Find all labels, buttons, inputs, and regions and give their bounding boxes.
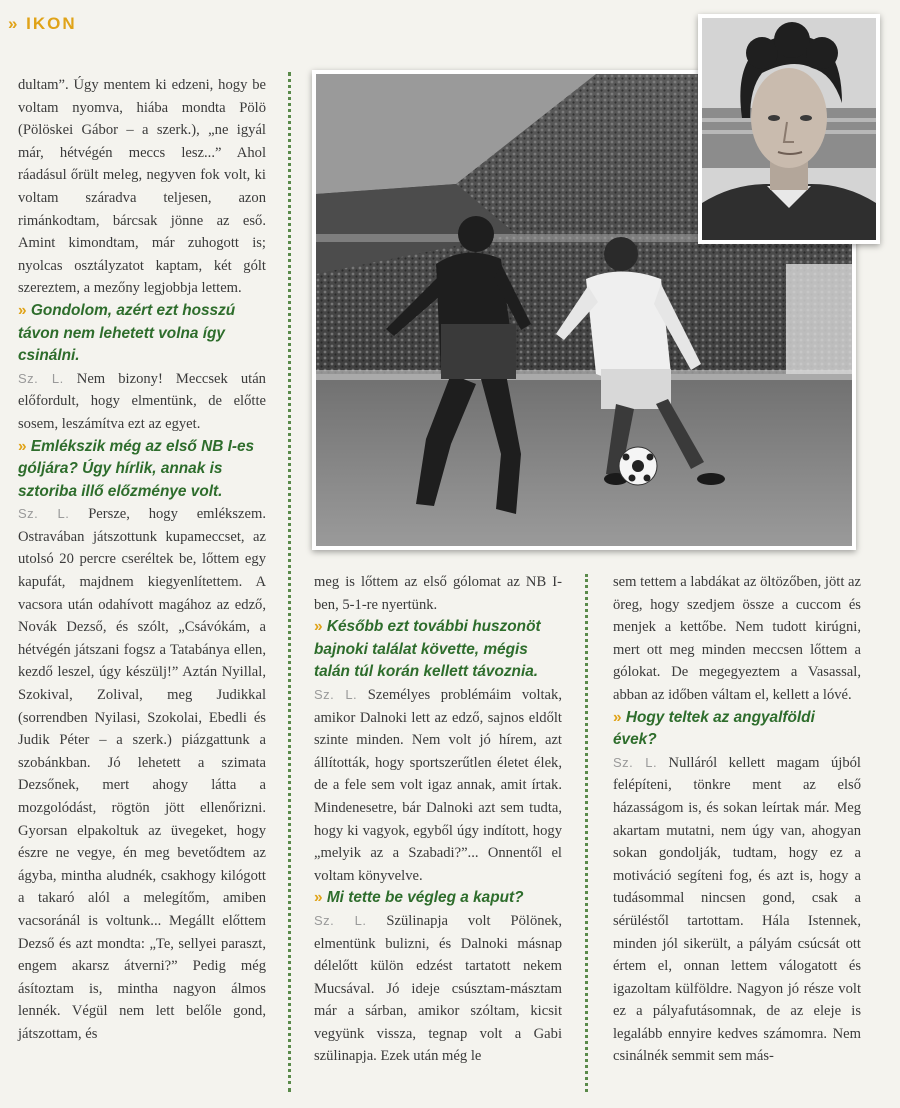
question-marker-icon: » bbox=[613, 708, 626, 726]
speaker-initials: Sz. L. bbox=[18, 506, 70, 522]
speaker-initials: Sz. L. bbox=[613, 754, 658, 770]
question-text: Később ezt további huszonöt bajnoki találat követte, mégis talán túl korán kellett távoznia. bbox=[314, 618, 541, 681]
paragraph: meg is lőttem az első gólomat az NB I-ben, 5-1-re nyertünk. bbox=[314, 574, 562, 613]
answer-text: Személyes problémáim voltak, amikor Dalnoki lett az edző, sajnos eldőlt szinte minden. Nem volt jó hírem, azt állították, hogy sportszerűtlen életet élek, de a fele sem volt igaz annak, amit írtak. Mindenesetre, bár Dalnoki azt sem tudta, hogy ki vagyok, egyből úgy indított, hogy „melyik az a Szabadi?”... Onnentől el voltam könyvelve. bbox=[314, 686, 562, 884]
section-label: » IKON bbox=[8, 14, 77, 33]
paragraph: sem tettem a labdákat az öltözőben, jött az öreg, hogy szedjem össze a cuccom és menjek a kettőbe. Nem tudott kirúgni, mert ott meg minden meccsen lőttem a gólokat. De megegyeztem a Vasassal, abban az időben váltam el, kellett a lóvé. bbox=[613, 574, 861, 703]
answer-text: Persze, hogy emlékszem. Ostravában játszottunk kupameccset, az utolsó 20 percre cseréltek be, lőttem egy kapufát, majdnem kiegyenlítettem. A vacsora után odahívott magához az edző, Novák Dezső, és szólt, „Csávókám, a hétvégén játszani fogsz a Tatabánya ellen, kezdő leszel, úgy készülj!” Aztán Nyillal, Szokival, Zolival, meg Judikkal (sorrendben Nyilasi, Szokolai, Ebedli és Judik Péter – a szerk.) piázgattunk a szobánkban. Jó lehetett a szimata Dezsőnek, mert ahogy látta a mozgolódást, rögtön jött ellenőrizni. Gyorsan elpakoltuk az üvegeket, hogy észre ne vegye, én meg bevetődtem az ágyba, mintha aludnék, csakhogy kilógott a takaró alól a melegítőm, amiben vacsoránál is voltunk... Megállt előttem Dezső és azt mondta: „Te, sellyei paraszt, engem akarsz átverni?” Pedig még ásítoztam is, mintha nagyon álmos lennék. Végül nem lett belőle gond, játszottam, és bbox=[18, 506, 266, 1042]
question-text: Emlékszik még az első NB I-es góljára? Úgy hírlik, annak is sztoriba illő előzménye volt. bbox=[18, 437, 255, 500]
column-divider bbox=[288, 72, 291, 1092]
question-marker-icon: » bbox=[18, 437, 31, 455]
paragraph: dultam”. Úgy mentem ki edzeni, hogy be voltam nyomva, hiába mondta Pölö (Pölöskei Gábor – a szerk.), „ne igyál már, hétvégén meccs lesz...” Ahol ráadásul őrült meleg, negyven fok volt, ki voltam száradva teljesen, azon rimánkodtam, bárcsak jönne az eső. Amint kimondtam, már zuhogott is; nyolcas osztályzatot kaptam, két gólt szereztem, a mezőny legjobbja lettem. bbox=[18, 77, 266, 297]
answer-paragraph bbox=[18, 368, 266, 436]
interview-question bbox=[18, 436, 266, 504]
speaker-initials: Sz. L. bbox=[314, 686, 358, 702]
interview-question bbox=[314, 616, 562, 684]
question-marker-icon: » bbox=[18, 301, 31, 319]
interview-question bbox=[613, 707, 861, 752]
column-divider bbox=[585, 574, 588, 1092]
interview-question bbox=[18, 300, 266, 368]
portrait-photo bbox=[698, 14, 880, 244]
question-text: Gondolom, azért ezt hosszú távon nem lehetett volna így csinálni. bbox=[18, 301, 236, 365]
answer-text: Szülinapja volt Pölönek, elmentünk bulizni, és Dalnoki másnap délelőtt külön edzést tartatott nekem Mucsával. Jó ideje csúsztam-másztam már a sárban, amikor szóltam, kicsit vegyünk vissza, tegnap volt a Gabi szülinapja. Ezek után még le bbox=[314, 912, 562, 1065]
article-column-1 bbox=[18, 74, 266, 1046]
question-text: Hogy teltek az angyalföldi évek? bbox=[613, 708, 815, 749]
question-marker-icon: » bbox=[314, 618, 327, 636]
portrait-photo-image bbox=[702, 18, 876, 240]
answer-text: Nem bizony! Meccsek után előfordult, hogy elmentünk, de előtte sosem, leszámítva ezt az egyet. bbox=[18, 370, 266, 432]
article-column-2 bbox=[314, 571, 562, 1068]
article-column-3 bbox=[613, 571, 861, 1068]
speaker-initials: Sz. L. bbox=[18, 370, 64, 386]
speaker-initials: Sz. L. bbox=[314, 912, 367, 928]
answer-paragraph bbox=[18, 503, 266, 1045]
question-text: Mi tette be végleg a kaput? bbox=[326, 889, 524, 907]
interview-question bbox=[314, 887, 562, 910]
answer-paragraph bbox=[314, 910, 562, 1068]
question-marker-icon: » bbox=[314, 889, 327, 907]
answer-text: Nulláról kellett magam újból felépíteni, tönkre ment az első házasságom is, és sokan leírtak már. Meg akartam mutatni, nem úgy van, ahogyan sokan gondolják, tudtam, hogy ez a motiváció segíteni fog, és azt is, hogy a tudásommal nincsen gond, csak a sérüléstől tartottam. Hála Istennek, minden jól sikerült, a pályám csúcsát ott értem el, onnan lettem válogatott és igazoltam külföldre. Nagyon jó része volt ez a pályafutásomnak, de az eleje is legalább ennyire kedves számomra. Nem csinálnék semmit sem más- bbox=[613, 754, 861, 1065]
answer-paragraph bbox=[613, 752, 861, 1068]
answer-paragraph bbox=[314, 684, 562, 887]
